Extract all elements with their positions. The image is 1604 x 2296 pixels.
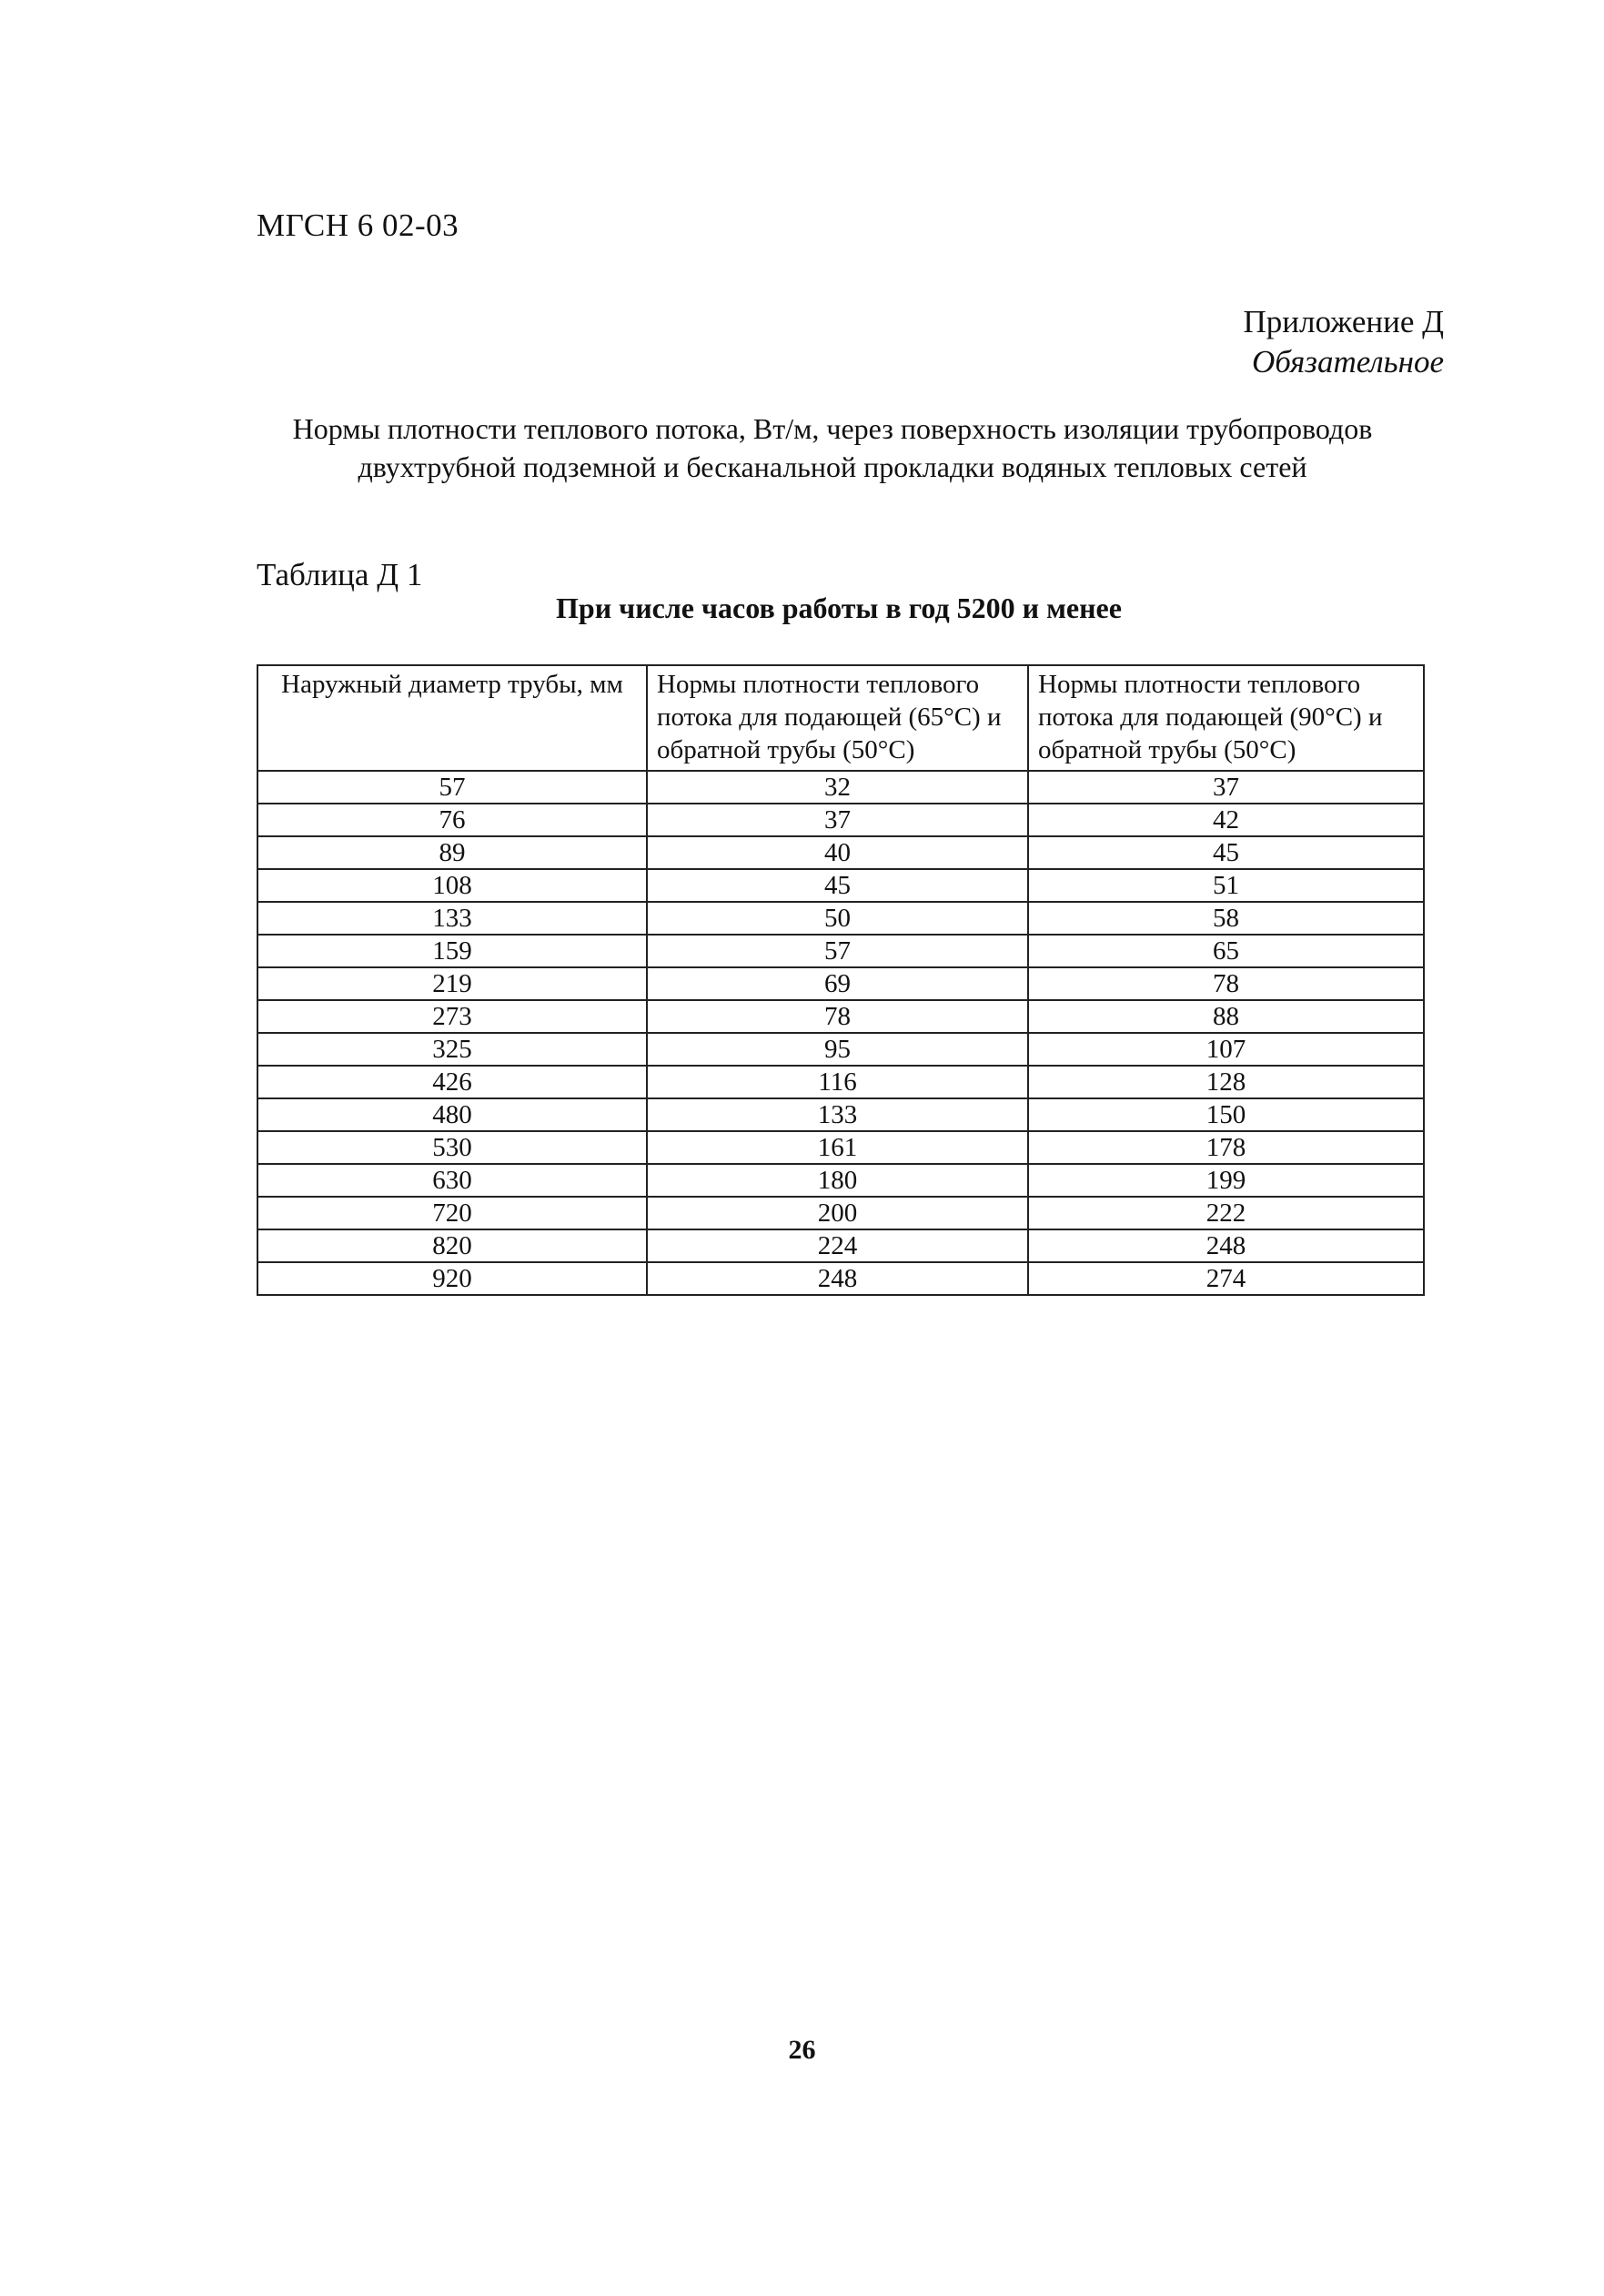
cell-norm-90: 58 — [1028, 902, 1424, 935]
cell-norm-65: 161 — [647, 1131, 1028, 1164]
table-row — [257, 869, 1424, 902]
table-row — [257, 1229, 1424, 1262]
table-row — [257, 1262, 1424, 1295]
cell-norm-90: 65 — [1028, 935, 1424, 967]
cell-diameter: 530 — [257, 1131, 647, 1164]
cell-norm-65: 37 — [647, 804, 1028, 836]
cell-diameter: 57 — [257, 771, 647, 804]
document-code: МГСН 6 02-03 — [257, 207, 459, 243]
header-outer-diameter: Наружный диаметр трубы, мм — [257, 665, 647, 771]
heading-line-1: Нормы плотности теплового потока, Вт/м, через поверхность изоляции трубопроводов — [292, 412, 1373, 445]
cell-norm-90: 45 — [1028, 836, 1424, 869]
cell-norm-90: 37 — [1028, 771, 1424, 804]
table-label: Таблица Д 1 — [257, 557, 423, 592]
cell-diameter: 108 — [257, 869, 647, 902]
cell-norm-90: 107 — [1028, 1033, 1424, 1066]
table-row — [257, 1033, 1424, 1066]
cell-diameter: 219 — [257, 967, 647, 1000]
cell-norm-90: 128 — [1028, 1066, 1424, 1098]
cell-diameter: 76 — [257, 804, 647, 836]
header-norms-90: Нормы плотности теплового потока для подающей (90°С) и обратной трубы (50°С) — [1028, 665, 1424, 771]
cell-diameter: 630 — [257, 1164, 647, 1197]
table-row — [257, 902, 1424, 935]
table-row — [257, 804, 1424, 836]
cell-norm-90: 248 — [1028, 1229, 1424, 1262]
cell-norm-65: 78 — [647, 1000, 1028, 1033]
appendix-status: Обязательное — [1252, 344, 1444, 379]
cell-diameter: 720 — [257, 1197, 647, 1229]
cell-norm-65: 32 — [647, 771, 1028, 804]
cell-norm-65: 50 — [647, 902, 1028, 935]
cell-norm-65: 248 — [647, 1262, 1028, 1295]
page-number: 26 — [788, 2035, 816, 2065]
table-row — [257, 1164, 1424, 1197]
cell-norm-65: 95 — [647, 1033, 1028, 1066]
cell-diameter: 325 — [257, 1033, 647, 1066]
appendix-label: Приложение Д — [1243, 304, 1444, 339]
cell-norm-65: 133 — [647, 1098, 1028, 1131]
cell-norm-65: 69 — [647, 967, 1028, 1000]
cell-norm-90: 51 — [1028, 869, 1424, 902]
cell-norm-90: 88 — [1028, 1000, 1424, 1033]
cell-norm-65: 224 — [647, 1229, 1028, 1262]
cell-diameter: 133 — [257, 902, 647, 935]
cell-norm-90: 178 — [1028, 1131, 1424, 1164]
table-row — [257, 1098, 1424, 1131]
cell-norm-90: 42 — [1028, 804, 1424, 836]
cell-norm-65: 40 — [647, 836, 1028, 869]
cell-diameter: 480 — [257, 1098, 647, 1131]
table-row — [257, 935, 1424, 967]
heat-flux-norms-table — [257, 664, 1425, 1296]
cell-norm-65: 45 — [647, 869, 1028, 902]
cell-norm-65: 180 — [647, 1164, 1028, 1197]
table-row — [257, 1000, 1424, 1033]
table-title: При числе часов работы в год 5200 и менее — [556, 592, 1122, 624]
cell-diameter: 920 — [257, 1262, 647, 1295]
table-row — [257, 836, 1424, 869]
table-row — [257, 771, 1424, 804]
cell-norm-90: 199 — [1028, 1164, 1424, 1197]
appendix-block — [1244, 302, 1444, 382]
cell-norm-65: 116 — [647, 1066, 1028, 1098]
table-row — [257, 1066, 1424, 1098]
header-norms-65: Нормы плотности теплового потока для подающей (65°С) и обратной трубы (50°С) — [647, 665, 1028, 771]
cell-diameter: 426 — [257, 1066, 647, 1098]
cell-norm-90: 150 — [1028, 1098, 1424, 1131]
cell-norm-90: 274 — [1028, 1262, 1424, 1295]
cell-diameter: 89 — [257, 836, 647, 869]
table-body — [257, 771, 1424, 1295]
table-row — [257, 1131, 1424, 1164]
heading-line-2: двухтрубной подземной и бесканальной прокладки водяных тепловых сетей — [358, 450, 1307, 483]
cell-norm-90: 78 — [1028, 967, 1424, 1000]
cell-norm-65: 200 — [647, 1197, 1028, 1229]
table-row — [257, 967, 1424, 1000]
cell-norm-65: 57 — [647, 935, 1028, 967]
section-heading — [209, 410, 1456, 486]
table-row — [257, 1197, 1424, 1229]
cell-diameter: 273 — [257, 1000, 647, 1033]
cell-diameter: 820 — [257, 1229, 647, 1262]
cell-norm-90: 222 — [1028, 1197, 1424, 1229]
table-header-row — [257, 665, 1424, 771]
cell-diameter: 159 — [257, 935, 647, 967]
